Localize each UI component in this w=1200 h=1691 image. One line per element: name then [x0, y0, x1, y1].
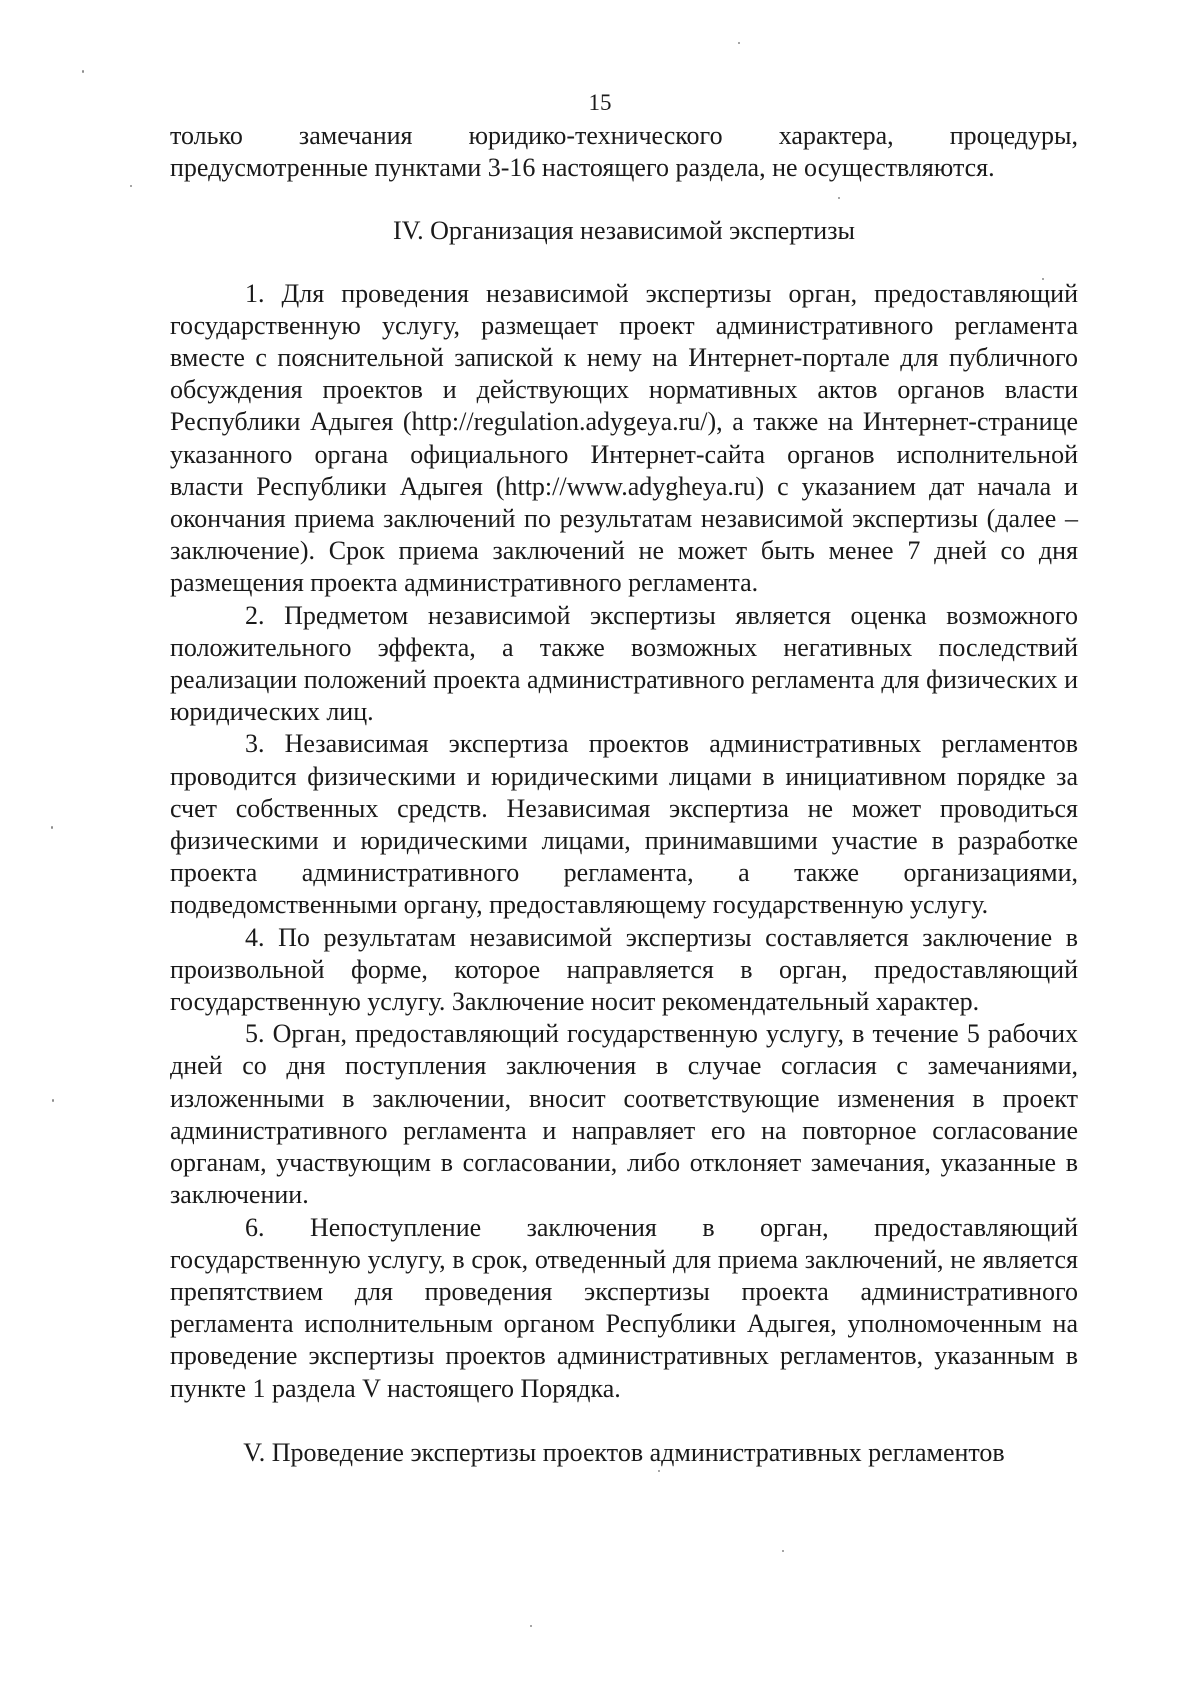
- page-number: 15: [588, 90, 612, 115]
- scan-speck: [782, 1550, 784, 1552]
- section-iv-paragraph-1: 1. Для проведения независимой экспертизы орган, предоставляющий государственную услугу, размещает проект административного регламента вместе с пояснительной запиской к нему на Интернет-портале для публичного обсуждения проектов и действующих нормативных актов органов власти Республики Адыгея (http://regulation.adygeya.ru/), а также на Интернет-странице указанного органа официального Интернет-сайта органов исполнительной власти Республики Адыгея (http://www.adygheya.ru) с указанием дат начала и окончания приема заключений по результатам независимой экспертизы (далее – заключение). Срок приема заключений не может быть менее 7 дней со дня размещения проекта административного регламента.: [170, 278, 1078, 598]
- scan-speck: [530, 1625, 532, 1627]
- lead-paragraph: только замечания юридико-технического характера, процедуры, предусмотренные пунктами 3-16 настоящего раздела, не осуществляются.: [170, 121, 1078, 183]
- document-body: [170, 120, 1078, 1469]
- scan-speck: [738, 42, 740, 44]
- section-iv-paragraph-5: 5. Орган, предоставляющий государственную услугу, в течение 5 рабочих дней со дня поступления заключения в случае согласия с замечаниями, изложенными в заключении, вносит соответствующие изменения в проект административного регламента и направляет его на повторное согласование органам, участвующим в согласовании, либо отклоняет замечания, указанные в заключении.: [170, 1019, 1078, 1210]
- scan-speck: [82, 70, 84, 73]
- section-iv-paragraph-6: 6. Непоступление заключения в орган, предоставляющий государственную услугу, в срок, отведенный для приема заключений, не является препятствием для проведения экспертизы проекта административного регламента исполнительным органом Республики Адыгея, уполномоченным на проведение экспертизы проектов административных регламентов, указанным в пункте 1 раздела V настоящего Порядка.: [170, 1212, 1078, 1403]
- scan-speck: [130, 185, 132, 187]
- scan-speck: [52, 1099, 54, 1102]
- section-iv-paragraph-3: 3. Независимая экспертиза проектов административных регламентов проводится физическими и юридическими лицами в инициативном порядке за счет собственных средств. Независимая экспертиза не может проводиться физическими и юридическими лицами, принимавшими участие в разработке проекта административного регламента, а также организациями, подведомственными органу, предоставляющему государственную услугу.: [170, 729, 1078, 920]
- section-iv-heading: IV. Организация независимой экспертизы: [393, 216, 855, 246]
- section-iv-paragraph-2: 2. Предметом независимой экспертизы является оценка возможного положительного эффекта, а также возможных негативных последствий реализации положений проекта административного регламента для физических и юридических лиц.: [170, 600, 1078, 727]
- scan-speck: [51, 826, 53, 829]
- section-iv-paragraph-4: 4. По результатам независимой экспертизы составляется заключение в произвольной форме, которое направляется в орган, предоставляющий государственную услугу. Заключение носит рекомендательный характер.: [170, 922, 1078, 1017]
- scan-speck: [658, 1470, 660, 1472]
- section-v-heading: V. Проведение экспертизы проектов административных регламентов: [243, 1437, 1005, 1467]
